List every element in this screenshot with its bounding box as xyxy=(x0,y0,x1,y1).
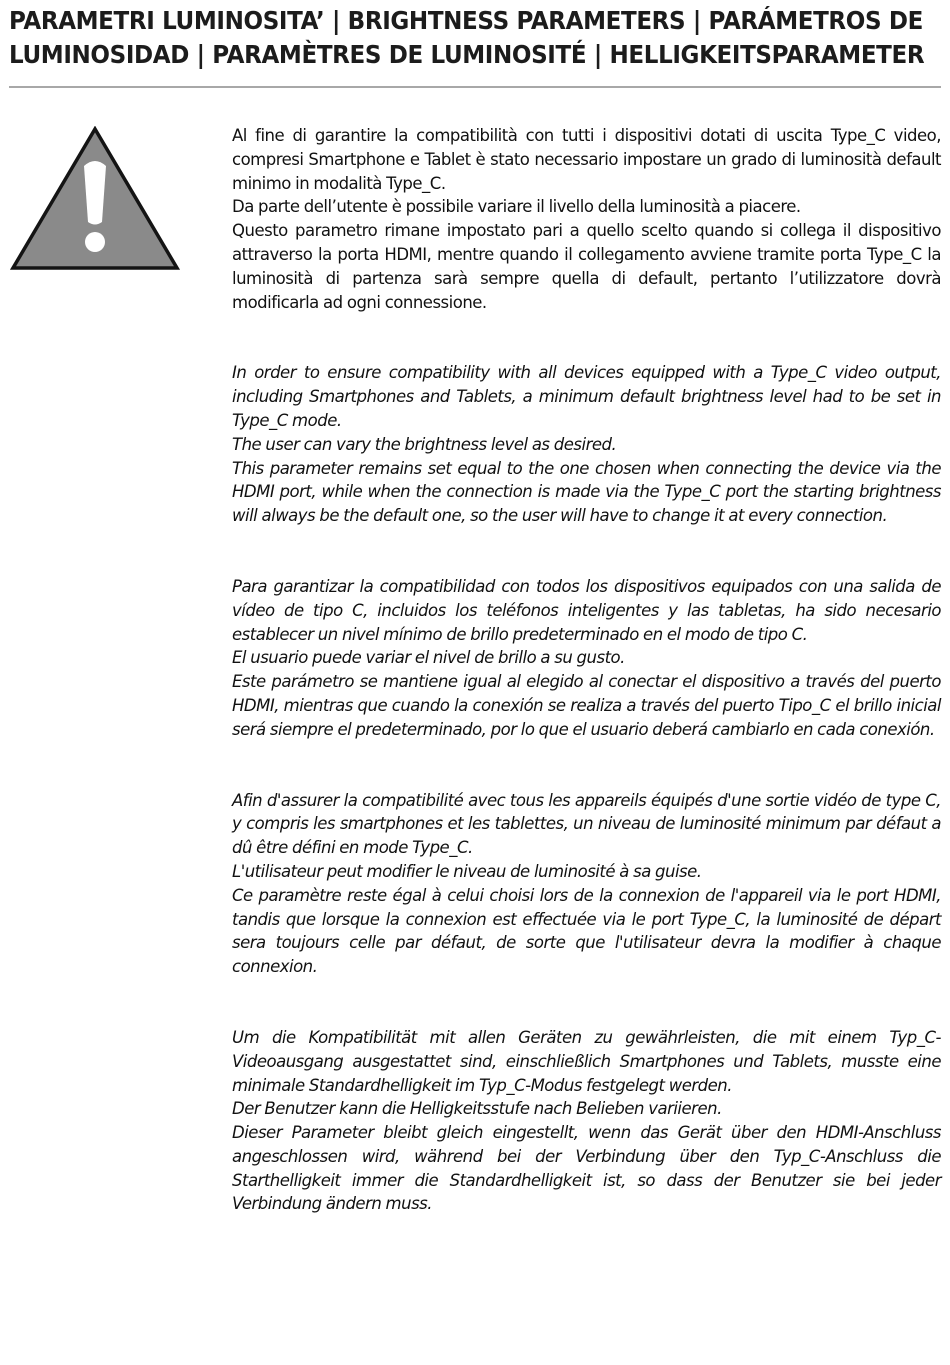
page-title xyxy=(9,4,925,72)
paragraph-en-2: The user can vary the brightness level as desired. xyxy=(232,434,617,454)
header-divider xyxy=(9,86,941,88)
instructions-content xyxy=(232,124,941,1216)
section-german xyxy=(232,1026,941,1216)
section-italian xyxy=(232,124,941,314)
section-french xyxy=(232,789,941,979)
paragraph-en-1: In order to ensure compatibility with all devices equipped with a Type_C video output, including Smartphones and Tablets, a minimum default brightness level had to be set in Type_C mode. xyxy=(232,363,941,430)
paragraph-de-2: Der Benutzer kann die Helligkeitsstufe nach Belieben variieren. xyxy=(232,1099,722,1119)
paragraph-fr-3: Ce paramètre reste égal à celui choisi lors de la connexion de l'appareil via le port HDMI, tandis que lorsque la connexion est effectuée via le port Type_C, la luminosité de départ sera toujours celle par défaut, de sorte que l'utilisateur devra la modifier à chaque connexion. xyxy=(232,885,941,977)
page-title-line-1: PARAMETRI LUMINOSITA’ | BRIGHTNESS PARAMETERS | PARÁMETROS DE xyxy=(9,6,923,35)
paragraph-de-3: Dieser Parameter bleibt gleich eingestellt, wenn das Gerät über den HDMI-Anschluss angeschlossen wird, während bei der Verbindung über den Typ_C-Anschluss die Starthelligkeit immer die Standardhelligkeit ist, so dass der Benutzer sie bei jeder Verbindung ändern muss. xyxy=(232,1123,941,1214)
paragraph-it-3: Questo parametro rimane impostato pari a quello scelto quando si collega il dispositivo attraverso la porta HDMI, mentre quando il collegamento avviene tramite porta Type_C la luminosità di partenza sarà sempre quella di default, pertanto l’utilizzatore dovrà modificarla ad ogni connessione. xyxy=(232,221,941,312)
paragraph-es-3: Este parámetro se mantiene igual al elegido al conectar el dispositivo a través del puerto HDMI, mientras que cuando la conexión se realiza a través del puerto Tipo_C el brillo inicial será siempre el predeterminado, por lo que el usuario deberá cambiarlo en cada conexión. xyxy=(232,672,941,739)
paragraph-es-1: Para garantizar la compatibilidad con todos los dispositivos equipados con una salida de vídeo de tipo C, incluidos los teléfonos inteligentes y las tabletas, ha sido necesario establecer un nivel mínimo de brillo predeterminado en el modo de tipo C. xyxy=(232,576,941,644)
paragraph-es-2: El usuario puede variar el nivel de brillo a su gusto. xyxy=(232,648,625,668)
section-spanish xyxy=(232,575,941,742)
warning-icon xyxy=(9,126,181,272)
paragraph-it-2: Da parte dell’utente è possibile variare il livello della luminosità a piacere. xyxy=(232,197,801,217)
page-title-line-2: LUMINOSIDAD | PARAMÈTRES DE LUMINOSITÉ | HELLIGKEITSPARAMETER xyxy=(9,40,925,69)
paragraph-de-1: Um die Kompatibilität mit allen Geräten zu gewährleisten, die mit einem Typ_C-Videoausgang ausgestattet sind, einschließlich Smartphones und Tablets, musste eine minimale Standardhelligkeit im Typ_C-Modus festgelegt werden. xyxy=(232,1027,941,1095)
paragraph-fr-2: L'utilisateur peut modifier le niveau de luminosité à sa guise. xyxy=(232,861,702,881)
paragraph-fr-1: Afin d'assurer la compatibilité avec tous les appareils équipés d'une sortie vidéo de type C, y compris les smartphones et les tablettes, un niveau de luminosité minimum par défaut a dû être défini en mode Type_C. xyxy=(232,790,941,858)
warning-triangle-graphic xyxy=(9,126,181,272)
paragraph-en-3: This parameter remains set equal to the one chosen when connecting the device via the HDMI port, while when the connection is made via the Type_C port the starting brightness will always be the default one, so the user will have to change it at every connection. xyxy=(232,458,941,526)
section-english xyxy=(232,361,941,528)
paragraph-it-1: Al fine di garantire la compatibilità con tutti i dispositivi dotati di uscita Type_C video, compresi Smartphone e Tablet è stato necessario impostare un grado di luminosità default minimo in modalità Type_C. xyxy=(232,126,941,193)
